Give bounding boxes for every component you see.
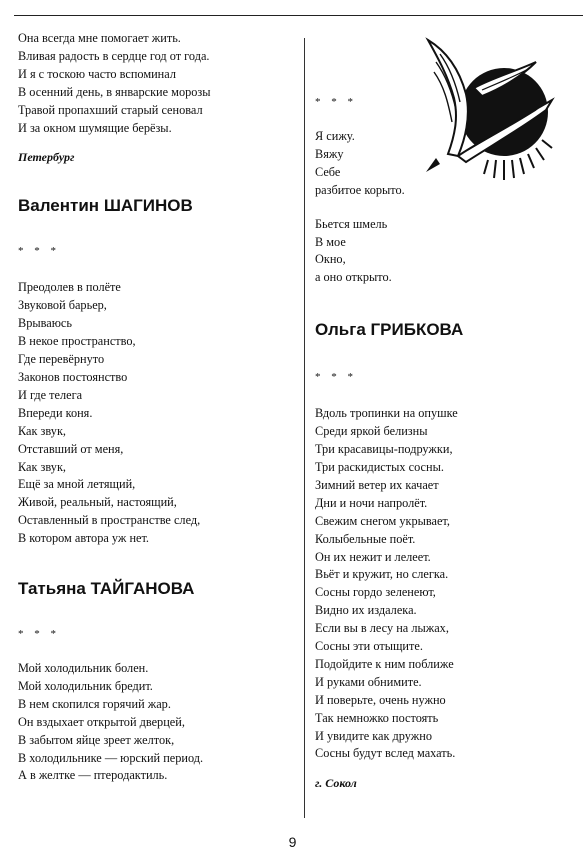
poem (315, 216, 577, 288)
author-name (18, 195, 293, 217)
poem-line: Оставленный в пространстве след, (18, 513, 201, 528)
section-stars: * * * (315, 371, 357, 384)
poem-line: Вьёт и кружит, но слегка. (315, 567, 449, 582)
poem-line: Живой, реальный, настоящий, (18, 495, 177, 510)
author-name (18, 578, 293, 600)
poem (315, 405, 577, 763)
poem (18, 660, 293, 785)
section-stars: * * * (18, 628, 60, 641)
author-last-name: ТАЙГАНОВА (90, 579, 195, 599)
poem-line: Врываюсь (18, 316, 72, 331)
poem-line: В холодильнике — юрский период. (18, 750, 204, 765)
poem-place-signature: г. Сокол (315, 776, 357, 791)
poem-line: И за окном шумящие берёзы. (18, 120, 172, 135)
poem-line: Зимний ветер их качает (315, 477, 439, 492)
poem-line: В котором автора уж нет. (18, 531, 150, 546)
poem-line: А в желтке — птеродактиль. (18, 768, 168, 783)
author-first-name: Валентин (18, 196, 100, 216)
poem-place-signature: Петербург (18, 150, 75, 165)
poem-line: Она всегда мне помогает жить. (18, 31, 181, 45)
poem-line: Видно их издалека. (315, 603, 417, 618)
poem-line: Три красавицы-подружки, (315, 442, 453, 457)
poem-line: Он их нежит и лелеет. (315, 549, 431, 564)
poem-line: Как звук, (18, 459, 66, 474)
poem-line: Вяжу (315, 146, 344, 161)
author-first-name: Татьяна (18, 579, 86, 599)
poem-line: Ещё за мной летящий, (18, 477, 136, 492)
poem-line: Подойдите к ним поближе (315, 656, 454, 671)
poem-continuation (18, 30, 293, 137)
poem-line: Так немножко постоять (315, 710, 439, 725)
poem-line: В нем скопился горячий жар. (18, 696, 171, 711)
author-last-name: ШАГИНОВ (103, 196, 193, 216)
column-divider (304, 38, 305, 818)
poem-line: Вливая радость в сердце год от года. (18, 48, 210, 63)
poem-line: Впереди коня. (18, 405, 93, 420)
poem-line: В забытом яйце зреет желток, (18, 732, 175, 747)
poem-line: Сосны эти отыщите. (315, 639, 423, 654)
left-column (18, 24, 293, 785)
poem-line: Свежим снегом укрывает, (315, 513, 450, 528)
poem-line: Где перевёрнуто (18, 352, 105, 367)
poem-line: Дни и ночи напролёт. (315, 495, 428, 510)
section-stars: * * * (315, 96, 357, 108)
poem-line: Преодолев в полёте (18, 280, 121, 295)
poem-line: Себе (315, 164, 341, 179)
poem-line: Я сижу. (315, 129, 355, 143)
poem-line: Колыбельные поёт. (315, 531, 416, 546)
poem-line: а оно открыто. (315, 270, 392, 285)
poem-line: Как звук, (18, 423, 66, 438)
poem-line: Бьется шмель (315, 216, 388, 231)
poem-line: Среди яркой белизны (315, 424, 428, 439)
poem-line: Травой пропахший старый сеновал (18, 102, 203, 117)
author-name (315, 319, 577, 341)
bird-sun-illustration (418, 32, 568, 192)
top-rule (14, 15, 583, 16)
poem-line: В осенний день, в январские морозы (18, 84, 211, 99)
poem-line: Если вы в лесу на лыжах, (315, 621, 449, 636)
poem-line: И я с тоскою часто вспоминал (18, 66, 176, 81)
poem-line: Отставший от меня, (18, 441, 124, 456)
poem-line: И поверьте, очень нужно (315, 692, 446, 707)
poem-line: Сосны будут вслед махать. (315, 746, 456, 761)
poem-line: Законов постоянство (18, 369, 128, 384)
poem-line: Мой холодильник болен. (18, 661, 149, 676)
poem-line: И увидите как дружно (315, 728, 432, 743)
poem-line: разбитое корыто. (315, 182, 405, 197)
poem-line: Он вздыхает открытой дверцей, (18, 714, 185, 729)
page-number: 9 (288, 834, 297, 850)
poem-line: И где телега (18, 387, 83, 402)
author-first-name: Ольга (315, 320, 366, 340)
poem (18, 279, 293, 548)
poem-line: Окно, (315, 252, 346, 267)
poem-line: В мое (315, 234, 346, 249)
poem-line: И руками обнимите. (315, 674, 422, 689)
poem-line: Звуковой барьер, (18, 298, 107, 313)
poem-line: В некое пространство, (18, 334, 136, 349)
poem-line: Вдоль тропинки на опушке (315, 406, 458, 421)
poem-line: Три раскидистых сосны. (315, 459, 444, 474)
poem-line: Сосны гордо зеленеют, (315, 585, 436, 600)
author-last-name: ГРИБКОВА (370, 320, 464, 340)
poem-line: Мой холодильник бредит. (18, 678, 153, 693)
section-stars: * * * (18, 245, 60, 258)
